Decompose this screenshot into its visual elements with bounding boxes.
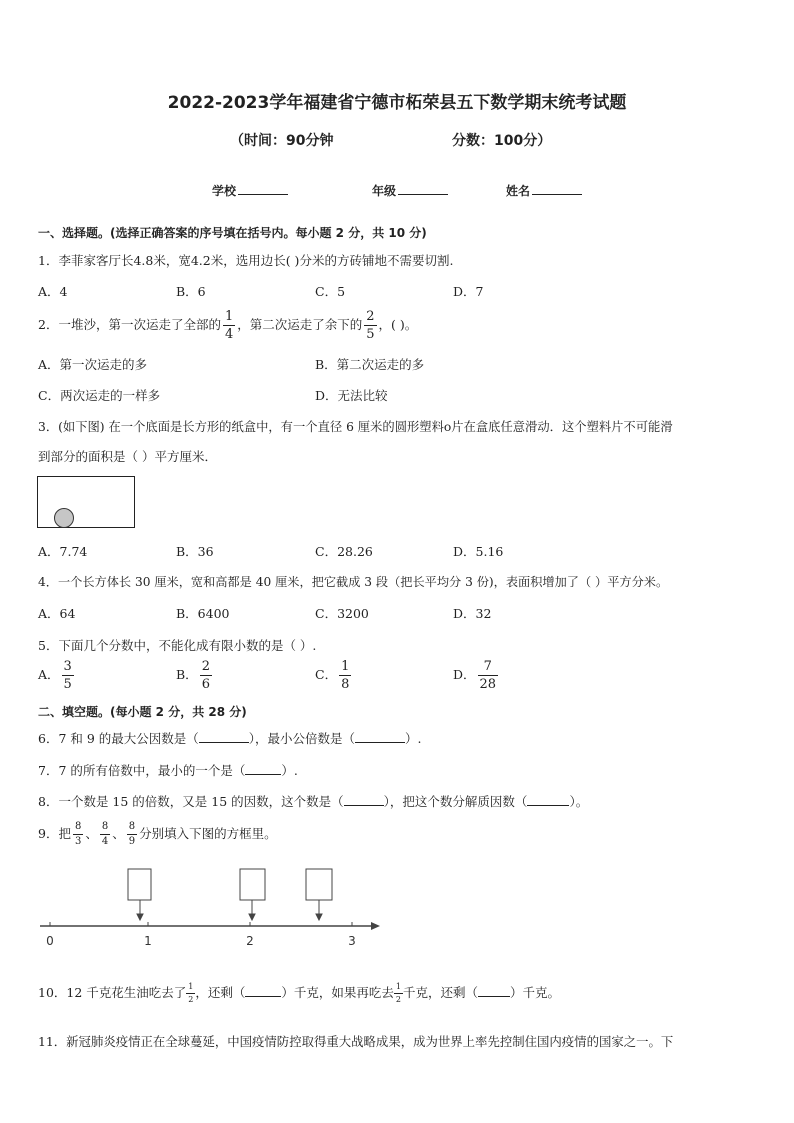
axis-arrow-icon [371,922,380,930]
exam-score: 分数：100分） [452,133,552,149]
box-with-disc-figure [37,476,137,530]
question-11: 11．新冠肺炎疫情正在全球蔓延，中国疫情防控取得重大战略成果，成为世界上率先控制住国内疫情的国家之一。下 [38,1034,674,1049]
box-arrows [137,900,322,920]
q2-fraction-2: $\frac{2}{5}$ [366,309,375,342]
answer-box-1[interactable] [128,869,151,900]
q2-text-3: ，( )。 [378,317,418,332]
q8-blank-2[interactable] [527,794,569,806]
box-outline [38,477,135,528]
q9-fraction-2: $\frac{8}{4}$ [101,821,109,847]
question-3-line-2: 到部分的面积是（ ）平方厘米． [38,449,217,464]
question-7: 7．7 的所有倍数中，最小的一个是（ ）. [38,763,298,778]
section1-heading: 一、选择题。(选择正确答案的序号填在括号内。每小题 2 分，共 10 分) [38,226,427,240]
q3-option-c: C．28.26 [315,544,373,559]
q5-fraction-b: $\frac{2}{6}$ [201,659,210,692]
exam-time: （时间：90分钟 [230,133,334,149]
q4-option-d: D．32 [453,606,492,621]
grade-field [372,182,448,199]
q4-option-a: A．64 [38,606,76,621]
q2-option-c: C．两次运走的一样多 [38,388,161,403]
q1-option-c: C．5 [315,284,346,299]
school-label: 学校 [212,184,237,198]
q3-option-a: A．7.74 [38,544,88,559]
q5-fraction-d: $\frac{7}{28}$ [479,659,497,692]
question-10: 10．12 千克花生油吃去了 $\frac{1}{2}$ ，还剩（ ）千克，如果再吃去 $\frac{1}{2}$ 千克，还剩（ ）千克。 [38,982,561,1004]
answer-box-3[interactable] [306,869,332,900]
question-3-line-1: 3．(如下图) 在一个底面是长方形的纸盒中，有一个直径 6 厘米的圆形塑料o片在盒底任意滑动．这个塑料片不可能滑 [38,420,673,434]
q1-option-d: D．7 [453,284,484,299]
section2-heading: 二、填空题。(每小题 2 分，共 28 分) [38,705,247,719]
q5-option-b: B． $\frac{2}{6}$ [176,659,210,692]
q3-option-d: D．5.16 [453,544,504,559]
question-2 [38,308,417,342]
q10-blank-2[interactable] [478,985,510,997]
q2-fraction-1: $\frac{1}{4}$ [224,309,234,342]
q6-blank-2[interactable] [355,731,405,743]
school-blank[interactable] [238,182,288,195]
q8-blank-1[interactable] [344,794,384,806]
name-field [506,182,582,199]
question-9: 9．把 $\frac{8}{3}$ 、 $\frac{8}{4}$ 、 $\frac{8}{9}$ 分别填入下图的方框里。 [38,821,277,847]
name-blank[interactable] [532,182,582,195]
q4-option-b: B．6400 [176,606,230,621]
question-4: 4．一个长方体长 30 厘米，宽和高都是 40 厘米，把它截成 3 段（把长平均分 3 份)，表面积增加了（ ）平方分米。 [38,575,669,589]
q5-fraction-a: $\frac{3}{5}$ [63,659,72,692]
q9-fraction-3: $\frac{8}{9}$ [128,821,136,847]
number-line-figure [36,862,386,950]
q10-fraction-1: $\frac{1}{2}$ [188,982,194,1004]
q5-option-d: D． $\frac{7}{28}$ [453,659,497,692]
q2-option-b: B．第二次运走的多 [315,357,425,372]
question-6: 6．7 和 9 的最大公因数是（ ），最小公倍数是（ ）. [38,731,422,746]
q10-blank-1[interactable] [245,985,281,997]
answer-box-2[interactable] [240,869,265,900]
q7-blank[interactable] [245,763,281,775]
q6-blank-1[interactable] [199,731,249,743]
q1-option-b: B．6 [176,284,206,299]
name-label: 姓名 [506,184,531,198]
q2-option-a: A．第一次运走的多 [38,357,148,372]
grade-label: 年级 [372,184,397,198]
q2-text-2: ，第二次运走了余下的 [237,317,363,332]
question-8: 8．一个数是 15 的倍数，又是 15 的因数，这个数是（ ），把这个数分解质因数（ ）。 [38,794,589,809]
grade-blank[interactable] [398,182,448,195]
q10-fraction-2: $\frac{1}{2}$ [395,982,402,1004]
q2-option-d: D．无法比较 [315,388,388,403]
q3-option-b: B．36 [176,544,214,559]
q5-option-a: A． $\frac{3}{5}$ [38,659,72,692]
q4-option-c: C．3200 [315,606,369,621]
tick-label-2: 2 [246,934,254,948]
q2-text-1: 2．一堆沙，第一次运走了全部的 [38,317,221,332]
q9-fraction-1: $\frac{8}{3}$ [74,821,82,847]
q1-option-a: A．4 [38,284,68,299]
page-title: 2022-2023学年福建省宁德市柘荣县五下数学期末统考试题 [167,93,627,113]
q5-option-c: C． $\frac{1}{8}$ [315,659,350,692]
school-field [212,182,288,199]
plastic-disc [55,509,74,528]
q5-fraction-c: $\frac{1}{8}$ [341,659,350,692]
question-1: 1．李菲家客厅长4.8米，宽4.2米，选用边长( )分米的方砖铺地不需要切割. [38,253,454,268]
tick-label-0: 0 [46,934,54,948]
tick-label-3: 3 [348,934,356,948]
question-5: 5．下面几个分数中，不能化成有限小数的是（ ）. [38,638,317,653]
tick-label-1: 1 [144,934,152,948]
